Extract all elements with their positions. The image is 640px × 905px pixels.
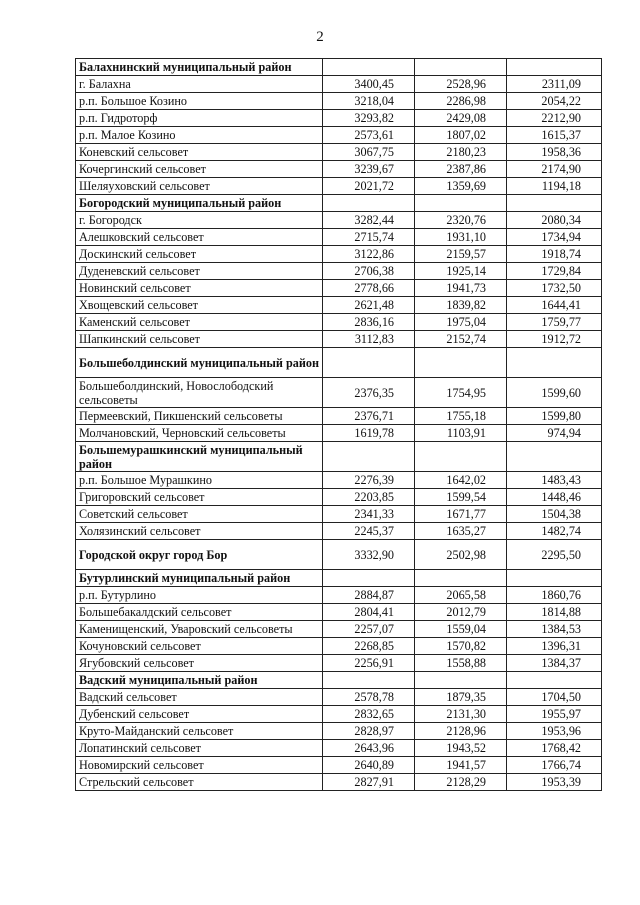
value-cell-1 — [323, 672, 415, 689]
table-row — [76, 604, 602, 621]
value-cell-3: 1729,84 — [507, 263, 602, 280]
value-cell-2: 1599,54 — [415, 489, 507, 506]
value-cell-1: 2276,39 — [323, 472, 415, 489]
value-cell-3: 1955,97 — [507, 706, 602, 723]
settlement-name-cell: Шапкинский сельсовет — [76, 331, 323, 348]
value-cell-1: 2573,61 — [323, 127, 415, 144]
value-cell-3: 1504,38 — [507, 506, 602, 523]
settlement-name-cell: Доскинский сельсовет — [76, 246, 323, 263]
value-cell-2: 2128,29 — [415, 774, 507, 791]
value-cell-2: 1807,02 — [415, 127, 507, 144]
value-cell-3: 1912,72 — [507, 331, 602, 348]
settlement-name-cell: г. Балахна — [76, 76, 323, 93]
value-cell-1: 3218,04 — [323, 93, 415, 110]
value-cell-3: 1768,42 — [507, 740, 602, 757]
value-cell-3: 1644,41 — [507, 297, 602, 314]
value-cell-1: 2621,48 — [323, 297, 415, 314]
table-row — [76, 740, 602, 757]
page-number: 2 — [316, 29, 324, 45]
value-cell-1: 2827,91 — [323, 774, 415, 791]
value-cell-3: 1615,37 — [507, 127, 602, 144]
value-cell-3: 1482,74 — [507, 523, 602, 540]
table-row — [76, 638, 602, 655]
value-cell-2: 1635,27 — [415, 523, 507, 540]
settlement-name-cell: Дубенский сельсовет — [76, 706, 323, 723]
table-row — [76, 472, 602, 489]
table-row — [76, 331, 602, 348]
table-row — [76, 378, 602, 408]
settlement-name-cell: Холязинский сельсовет — [76, 523, 323, 540]
settlement-name-cell: Вадский муниципальный район — [76, 672, 323, 689]
value-cell-1 — [323, 59, 415, 76]
value-cell-3: 1396,31 — [507, 638, 602, 655]
value-cell-3: 1732,50 — [507, 280, 602, 297]
table-row — [76, 229, 602, 246]
value-cell-1: 3067,75 — [323, 144, 415, 161]
value-cell-3: 1814,88 — [507, 604, 602, 621]
value-cell-1: 3282,44 — [323, 212, 415, 229]
value-cell-1: 2804,41 — [323, 604, 415, 621]
settlement-name-cell: р.п. Большое Козино — [76, 93, 323, 110]
value-cell-2: 1975,04 — [415, 314, 507, 331]
value-cell-2: 2128,96 — [415, 723, 507, 740]
value-cell-1: 2643,96 — [323, 740, 415, 757]
table-row — [76, 263, 602, 280]
settlement-name-cell: Стрельский сельсовет — [76, 774, 323, 791]
value-cell-1: 2832,65 — [323, 706, 415, 723]
value-cell-2 — [415, 672, 507, 689]
table-row — [76, 280, 602, 297]
settlement-name-cell: Городской округ город Бор — [76, 540, 323, 570]
value-cell-1: 2884,87 — [323, 587, 415, 604]
table-row — [76, 706, 602, 723]
value-cell-1: 3400,45 — [323, 76, 415, 93]
settlement-name-cell: Балахнинский муниципальный район — [76, 59, 323, 76]
settlement-name-cell: Алешковский сельсовет — [76, 229, 323, 246]
table-section-header — [76, 570, 602, 587]
value-cell-2: 2159,57 — [415, 246, 507, 263]
settlement-name-cell: Шеляуховский сельсовет — [76, 178, 323, 195]
value-cell-3 — [507, 570, 602, 587]
table-row — [76, 110, 602, 127]
value-cell-2: 2502,98 — [415, 540, 507, 570]
value-cell-2: 2065,58 — [415, 587, 507, 604]
value-cell-1 — [323, 570, 415, 587]
value-cell-3: 1384,53 — [507, 621, 602, 638]
value-cell-3: 1704,50 — [507, 689, 602, 706]
settlement-name-cell: Ягубовский сельсовет — [76, 655, 323, 672]
value-cell-1: 2706,38 — [323, 263, 415, 280]
value-cell-3: 1953,39 — [507, 774, 602, 791]
settlement-name-cell: Бутурлинский муниципальный район — [76, 570, 323, 587]
settlement-name-cell: Большеболдинский муниципальный район — [76, 348, 323, 378]
settlement-name-cell: Хвощевский сельсовет — [76, 297, 323, 314]
table-row — [76, 161, 602, 178]
value-cell-1: 3293,82 — [323, 110, 415, 127]
value-cell-2 — [415, 59, 507, 76]
value-cell-3: 1860,76 — [507, 587, 602, 604]
settlement-name-cell: Большеболдинский, Новослободский сельсоветы — [76, 378, 323, 408]
table-row — [76, 523, 602, 540]
settlement-name-cell: Круто-Майданский сельсовет — [76, 723, 323, 740]
table-section-header — [76, 442, 602, 472]
settlement-name-cell: Молчановский, Черновский сельсоветы — [76, 425, 323, 442]
value-cell-2: 1103,91 — [415, 425, 507, 442]
value-cell-1: 3239,67 — [323, 161, 415, 178]
value-cell-2: 2286,98 — [415, 93, 507, 110]
value-cell-1: 2640,89 — [323, 757, 415, 774]
table-row — [76, 655, 602, 672]
settlement-name-cell: Кочергинский сельсовет — [76, 161, 323, 178]
value-cell-3: 2054,22 — [507, 93, 602, 110]
value-cell-1: 2203,85 — [323, 489, 415, 506]
value-cell-2: 1941,57 — [415, 757, 507, 774]
value-cell-3 — [507, 442, 602, 472]
value-cell-3: 2174,90 — [507, 161, 602, 178]
settlement-name-cell: Пермеевский, Пикшенский сельсоветы — [76, 408, 323, 425]
value-cell-3: 2295,50 — [507, 540, 602, 570]
value-cell-1: 2828,97 — [323, 723, 415, 740]
settlement-name-cell: Коневский сельсовет — [76, 144, 323, 161]
table-row — [76, 757, 602, 774]
value-cell-2 — [415, 348, 507, 378]
settlement-name-cell: Лопатинский сельсовет — [76, 740, 323, 757]
value-cell-2: 2387,86 — [415, 161, 507, 178]
table-section-header — [76, 59, 602, 76]
value-cell-3: 1734,94 — [507, 229, 602, 246]
value-cell-2 — [415, 442, 507, 472]
table-row — [76, 621, 602, 638]
value-cell-3: 1448,46 — [507, 489, 602, 506]
settlement-name-cell: Григоровский сельсовет — [76, 489, 323, 506]
value-cell-1: 2578,78 — [323, 689, 415, 706]
table-row — [76, 723, 602, 740]
value-cell-3: 974,94 — [507, 425, 602, 442]
value-cell-3: 1918,74 — [507, 246, 602, 263]
value-cell-3 — [507, 672, 602, 689]
value-cell-2: 2429,08 — [415, 110, 507, 127]
value-cell-1 — [323, 195, 415, 212]
table-row — [76, 127, 602, 144]
value-cell-2: 1925,14 — [415, 263, 507, 280]
value-cell-2 — [415, 195, 507, 212]
value-cell-3: 2080,34 — [507, 212, 602, 229]
value-cell-1: 2021,72 — [323, 178, 415, 195]
settlement-name-cell: Каменский сельсовет — [76, 314, 323, 331]
value-cell-3: 1483,43 — [507, 472, 602, 489]
settlement-name-cell: Большебакалдский сельсовет — [76, 604, 323, 621]
value-cell-2 — [415, 570, 507, 587]
settlement-name-cell: р.п. Малое Козино — [76, 127, 323, 144]
value-cell-3 — [507, 59, 602, 76]
table-row — [76, 144, 602, 161]
value-cell-3: 1599,80 — [507, 408, 602, 425]
table-row — [76, 425, 602, 442]
value-cell-3: 1599,60 — [507, 378, 602, 408]
value-cell-3: 1958,36 — [507, 144, 602, 161]
table-row — [76, 489, 602, 506]
settlement-name-cell: Большемурашкинский муниципальный район — [76, 442, 323, 472]
value-cell-3: 2212,90 — [507, 110, 602, 127]
value-cell-2: 1755,18 — [415, 408, 507, 425]
value-cell-3 — [507, 195, 602, 212]
table-row — [76, 178, 602, 195]
table-row — [76, 297, 602, 314]
value-cell-1 — [323, 442, 415, 472]
table-row — [76, 246, 602, 263]
settlement-name-cell: Дуденевский сельсовет — [76, 263, 323, 280]
table-row — [76, 587, 602, 604]
value-cell-2: 1931,10 — [415, 229, 507, 246]
table-row — [76, 774, 602, 791]
settlement-name-cell: р.п. Бутурлино — [76, 587, 323, 604]
table-row — [76, 93, 602, 110]
value-cell-2: 1570,82 — [415, 638, 507, 655]
value-cell-1: 2376,71 — [323, 408, 415, 425]
rates-table — [75, 58, 602, 791]
value-cell-1: 2778,66 — [323, 280, 415, 297]
table-row — [76, 408, 602, 425]
value-cell-2: 1359,69 — [415, 178, 507, 195]
value-cell-1: 2268,85 — [323, 638, 415, 655]
value-cell-1: 2245,37 — [323, 523, 415, 540]
table-row — [76, 212, 602, 229]
value-cell-2: 1839,82 — [415, 297, 507, 314]
settlement-name-cell: Советский сельсовет — [76, 506, 323, 523]
value-cell-1: 2376,35 — [323, 378, 415, 408]
table-row — [76, 314, 602, 331]
value-cell-2: 1558,88 — [415, 655, 507, 672]
table-row — [76, 76, 602, 93]
value-cell-1: 2256,91 — [323, 655, 415, 672]
settlement-name-cell: р.п. Большое Мурашкино — [76, 472, 323, 489]
table-section-header — [76, 672, 602, 689]
value-cell-2: 2180,23 — [415, 144, 507, 161]
value-cell-2: 1879,35 — [415, 689, 507, 706]
settlement-name-cell: Каменищенский, Уваровский сельсоветы — [76, 621, 323, 638]
settlement-name-cell: Кочуновский сельсовет — [76, 638, 323, 655]
value-cell-3: 1759,77 — [507, 314, 602, 331]
table-row — [76, 689, 602, 706]
value-cell-1: 2836,16 — [323, 314, 415, 331]
value-cell-2: 2152,74 — [415, 331, 507, 348]
settlement-name-cell: г. Богородск — [76, 212, 323, 229]
settlement-name-cell: Новомирский сельсовет — [76, 757, 323, 774]
value-cell-3: 1194,18 — [507, 178, 602, 195]
value-cell-2: 1642,02 — [415, 472, 507, 489]
table-section-header — [76, 348, 602, 378]
value-cell-1: 3332,90 — [323, 540, 415, 570]
value-cell-2: 1943,52 — [415, 740, 507, 757]
value-cell-2: 2131,30 — [415, 706, 507, 723]
table-section-header — [76, 540, 602, 570]
value-cell-2: 1754,95 — [415, 378, 507, 408]
value-cell-3: 1384,37 — [507, 655, 602, 672]
settlement-name-cell: Вадский сельсовет — [76, 689, 323, 706]
table-row — [76, 506, 602, 523]
value-cell-3: 2311,09 — [507, 76, 602, 93]
value-cell-2: 2320,76 — [415, 212, 507, 229]
settlement-name-cell: Новинский сельсовет — [76, 280, 323, 297]
value-cell-1: 3112,83 — [323, 331, 415, 348]
value-cell-2: 1671,77 — [415, 506, 507, 523]
value-cell-1 — [323, 348, 415, 378]
table-section-header — [76, 195, 602, 212]
value-cell-1: 3122,86 — [323, 246, 415, 263]
value-cell-2: 1941,73 — [415, 280, 507, 297]
value-cell-2: 1559,04 — [415, 621, 507, 638]
value-cell-3: 1766,74 — [507, 757, 602, 774]
value-cell-2: 2528,96 — [415, 76, 507, 93]
value-cell-2: 2012,79 — [415, 604, 507, 621]
value-cell-3: 1953,96 — [507, 723, 602, 740]
value-cell-1: 2257,07 — [323, 621, 415, 638]
value-cell-1: 2341,33 — [323, 506, 415, 523]
value-cell-1: 1619,78 — [323, 425, 415, 442]
settlement-name-cell: Богородский муниципальный район — [76, 195, 323, 212]
value-cell-3 — [507, 348, 602, 378]
settlement-name-cell: р.п. Гидроторф — [76, 110, 323, 127]
value-cell-1: 2715,74 — [323, 229, 415, 246]
